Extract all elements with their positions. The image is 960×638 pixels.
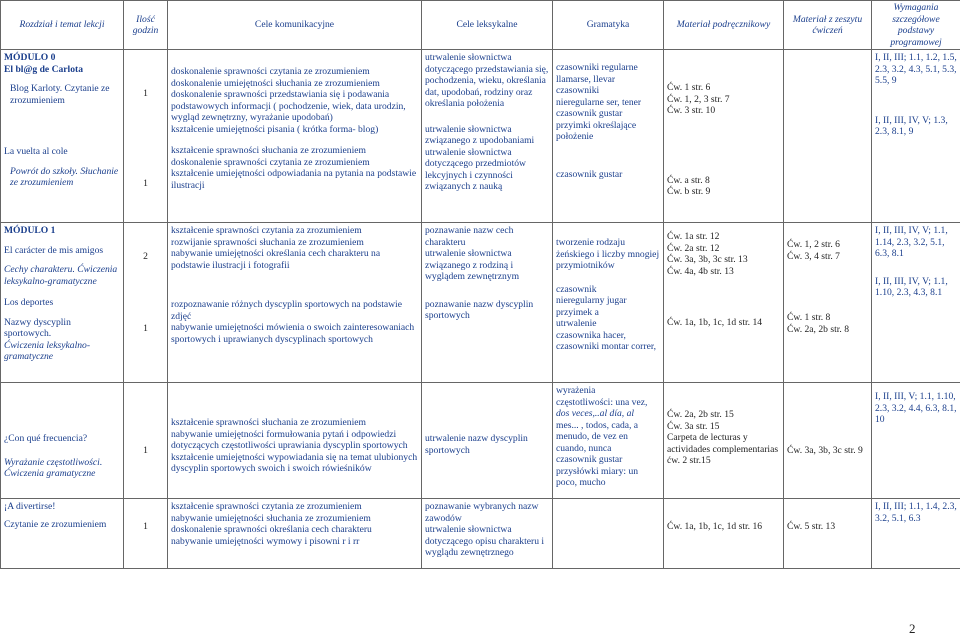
module-subtitle: El bl@g de Carlota [4, 63, 84, 75]
gram-item: mes... , todos, cada, a menudo, de vez en cuando, nunca [556, 419, 639, 454]
gram-item: przyimek a [556, 306, 599, 318]
header-lex: Cele leksykalne [422, 1, 553, 50]
lex-goal: utrwalenie słownictwa związanego z rodziną i wyglądem zewnętrznym [425, 248, 520, 282]
gram-item: czasownik gustar [556, 454, 623, 465]
book-ref: Carpeta de lecturas y actividades complementarias [667, 432, 779, 455]
gram-item: wyrażenia [556, 385, 596, 396]
comm-goal: nabywanie umiejętności wymowy i pisowni r i rr [171, 535, 360, 547]
gram-item: utrwalenie [556, 318, 597, 329]
comm-goal: doskonalenie sprawności czytania ze zrozumieniem [171, 66, 370, 77]
lex-goal: poznawanie nazw dyscyplin sportowych [425, 298, 534, 321]
cell-hours [124, 383, 168, 499]
hours-value: 1 [143, 445, 148, 456]
req-ref: I, II, III; 1.1, 1.4, 2.3, 3.2, 5.1, 6.3 [875, 501, 957, 524]
gram-item: przysłówki miary: un poco, mucho [556, 465, 639, 488]
header-hours: Ilość godzin [124, 1, 168, 50]
cell-lex [422, 499, 553, 569]
cell-workbook [784, 383, 872, 499]
cell-comm [168, 499, 422, 569]
header-comm: Cele komunikacyjne [168, 1, 422, 50]
lesson-topic: La vuelta al cole [4, 146, 68, 157]
lesson-topic: ¡A divertirse! [4, 501, 56, 512]
comm-goal: rozwijanie sprawności słuchania ze zrozumieniem [171, 236, 364, 248]
gram-item: nieregularny jugar [556, 295, 627, 306]
cell-comm [168, 383, 422, 499]
book-ref: Ćw. 2a, 2b str. 15 [667, 409, 734, 420]
book-ref: Ćw. 3 str. 10 [667, 105, 716, 116]
page-number: 2 [909, 621, 916, 636]
req-ref: I, II, III, IV, V; 1.1, 1.10, 2.3, 4.3, 8.1 [875, 275, 948, 298]
row-frecuencia [1, 383, 960, 499]
row-divertirse [1, 499, 960, 569]
workbook-ref: Ćw. 3a, 3b, 3c str. 9 [787, 445, 863, 456]
lesson-topic: El carácter de mis amigos [4, 244, 104, 256]
hours-value: 2 [143, 251, 148, 262]
cell-requirements [872, 499, 960, 569]
cell-hours [124, 499, 168, 569]
cell-book [664, 223, 784, 383]
book-ref: ćw. 2 str.15 [667, 455, 711, 466]
comm-goal: kształcenie umiejętności wypowiadania się na temat ulubionych dyscyplin sportowych swoich i swoich rówieśników [171, 451, 418, 474]
book-ref: Ćw. 1a str. 12 [667, 231, 720, 242]
gram-item: czasownika hacer, czasowniki montar correr, [556, 329, 657, 352]
header-requirements: Wymagania szczegółowe podstawy programowej [872, 1, 960, 50]
gram-item: przyimki określające położenie [556, 119, 637, 142]
req-ref: I, II, III; 1.1, 1.2, 1.5, 2.3, 3.2, 4.3, 5.1, 5.3, 5.5, 9 [875, 52, 957, 86]
cell-workbook [784, 499, 872, 569]
cell-requirements [872, 223, 960, 383]
workbook-ref: Ćw. 1, 2 str. 6 [787, 239, 840, 250]
cell-topic [1, 223, 124, 383]
comm-goal: kształcenie umiejętności odpowiadania na pytania na podstawie ilustracji [171, 168, 417, 191]
comm-goal: doskonalenie umiejętności słuchania ze zrozumieniem [171, 77, 380, 89]
book-ref: Ćw. 1 str. 6 [667, 82, 711, 93]
cell-gram [553, 499, 664, 569]
workbook-ref: Ćw. 1 str. 8 [787, 312, 831, 323]
gram-item: nieregularne ser, tener [556, 96, 642, 108]
comm-goal: kształcenie sprawności słuchania ze zrozumieniem [171, 417, 366, 428]
comm-goal: kształcenie sprawności czytania ze zrozumieniem [171, 501, 362, 512]
lesson-topic-subtitle: Powrót do szkoły. Słuchanie ze zrozumieniem [10, 165, 119, 188]
lesson-topic-subtitle: Ćwiczenia leksykalno-gramatyczne [4, 339, 91, 362]
header-gram: Gramatyka [553, 1, 664, 50]
book-ref: Ćw. a str. 8 [667, 174, 710, 186]
cell-hours [124, 50, 168, 223]
gram-item: dos veces,..al día, al [556, 408, 635, 419]
cell-topic [1, 50, 124, 223]
lesson-topic-subtitle: Cechy charakteru. Ćwiczenia leksykalno-gramatyczne [4, 264, 118, 287]
lex-goal: poznawanie wybranych nazw zawodów [425, 501, 539, 524]
cell-gram [553, 50, 664, 223]
hours-value: 1 [143, 322, 148, 334]
book-ref: Ćw. 3a str. 15 [667, 420, 720, 432]
comm-goal: nabywanie umiejętności formułowania pytań i odpowiedzi dotyczących częstotliwości uprawiania dyscyplin sportowych [171, 428, 408, 451]
lesson-topic: Blog Karloty. Czytanie ze zrozumieniem [10, 83, 110, 106]
comm-goal: kształcenie sprawności czytania za zrozumieniem [171, 225, 362, 236]
cell-lex [422, 50, 553, 223]
req-ref: I, II, III, IV, V; 1.3, 2.3, 8.1, 9 [875, 114, 948, 137]
hours-value: 1 [143, 177, 148, 189]
lex-goal: utrwalenie słownictwa dotyczącego opisu charakteru i wyglądu zewnętrznego [425, 524, 545, 558]
req-ref: I, II, III, V; 1.1, 1.10, 2.3, 3.2, 4.4, 6.3, 8.1, 10 [875, 391, 957, 425]
lex-goal: utrwalenie słownictwa dotyczącego przedmiotów lekcyjnych i czynności związanych z nauką [425, 146, 526, 192]
cell-book [664, 499, 784, 569]
header-section: Rozdział i temat lekcji [1, 1, 124, 50]
module-title: MÓDULO 1 [4, 225, 56, 236]
header-workbook: Materiał z zeszytu ćwiczeń [784, 1, 872, 50]
gram-item: czasowniki [556, 85, 600, 96]
cell-gram [553, 383, 664, 499]
workbook-ref: Ćw. 2a, 2b str. 8 [787, 323, 850, 335]
cell-topic [1, 499, 124, 569]
hours-value: 1 [143, 521, 148, 532]
comm-goal: nabywanie umiejętności określania cech charakteru na podstawie ilustracji i fotografii [171, 248, 381, 271]
comm-goal: doskonalenie sprawności określania cech charakteru [171, 524, 372, 535]
cell-hours [124, 223, 168, 383]
hours-value: 1 [143, 88, 148, 99]
lesson-topic: ¿Con qué frecuencia? [4, 433, 88, 444]
cell-topic [1, 383, 124, 499]
lesson-topic: Los deportes [4, 297, 54, 308]
cell-workbook [784, 223, 872, 383]
comm-goal: nabywanie umiejętności mówienia o swoich zainteresowaniach sportowych i uprawianych dyscyplinach sportowych [171, 322, 415, 345]
comm-goal: rozpoznawanie różnych dyscyplin sportowych na podstawie zdjęć [171, 299, 402, 322]
book-ref: Ćw. 1a, 1b, 1c, 1d str. 14 [667, 317, 763, 328]
lesson-topic-subtitle: Wyrażanie częstotliwości. Ćwiczenia gramatyczne [4, 456, 103, 479]
comm-goal: nabywanie umiejętności słuchania ze zrozumieniem [171, 512, 371, 524]
book-ref: Ćw. 3a, 3b, 3c str. 13 [667, 254, 748, 265]
gram-item: llamarse, llevar [556, 73, 616, 85]
book-ref: Ćw. 2a str. 12 [667, 242, 720, 254]
gram-item: czasownik gustar [556, 168, 623, 180]
lesson-topic: Nazwy dyscyplin sportowych. [4, 316, 71, 339]
book-ref: Ćw. b str. 9 [667, 186, 711, 197]
gram-item: częstotliwości: una vez, [556, 396, 648, 408]
cell-lex [422, 223, 553, 383]
lex-goal: utrwalenie słownictwa związanego z upodobaniami [425, 123, 535, 146]
cell-requirements [872, 383, 960, 499]
lesson-topic-subtitle: Czytanie ze zrozumieniem [4, 518, 107, 530]
cell-lex [422, 383, 553, 499]
req-ref: I, II, III, IV, V; 1.1, 1.14, 2.3, 3.2, 5.1, 6.3, 8.1 [875, 225, 948, 259]
row-modulo0 [1, 50, 960, 223]
gram-item: czasownik gustar [556, 108, 623, 119]
cell-book [664, 50, 784, 223]
cell-requirements [872, 50, 960, 223]
gram-item: czasownik [556, 283, 597, 295]
comm-goal: kształcenie sprawności słuchania ze zrozumieniem [171, 145, 366, 156]
cell-gram [553, 223, 664, 383]
module-title: MÓDULO 0 [4, 52, 56, 63]
header-book: Materiał podręcznikowy [664, 1, 784, 50]
header-row [1, 1, 960, 50]
workbook-ref: Ćw. 3, 4 str. 7 [787, 250, 840, 262]
workbook-ref: Ćw. 5 str. 13 [787, 521, 836, 532]
comm-goal: doskonalenie sprawności czytania ze zrozumieniem [171, 156, 370, 168]
book-ref: Ćw. 1, 2, 3 str. 7 [667, 93, 730, 105]
comm-goal: kształcenie umiejętności pisania ( krótka forma- blog) [171, 123, 379, 135]
gram-item: tworzenie rodzaju żeńskiego i liczby mnogiej przymiotników [556, 237, 660, 271]
row-modulo1 [1, 223, 960, 383]
book-ref: Ćw. 4a, 4b str. 13 [667, 265, 734, 277]
comm-goal: doskonalenie sprawności przedstawiania się i podawania podstawowych informacji ( pochodzenie, wiek, data urodzin, wygląd zewnętrzny, wyrażanie upodobań) [171, 89, 406, 123]
cell-comm [168, 50, 422, 223]
cell-workbook [784, 50, 872, 223]
cell-book [664, 383, 784, 499]
lex-goal: utrwalenie słownictwa dotyczącego przedstawiania się, pochodzenia, wieku, określania dat, upodobań, rodziny oraz określania położenia [425, 52, 549, 109]
book-ref: Ćw. 1a, 1b, 1c, 1d str. 16 [667, 521, 763, 532]
lex-goal: utrwalenie nazw dyscyplin sportowych [425, 433, 528, 456]
gram-item: czasowniki regularne [556, 62, 638, 73]
cell-comm [168, 223, 422, 383]
lex-goal: poznawanie nazw cech charakteru [425, 225, 514, 248]
